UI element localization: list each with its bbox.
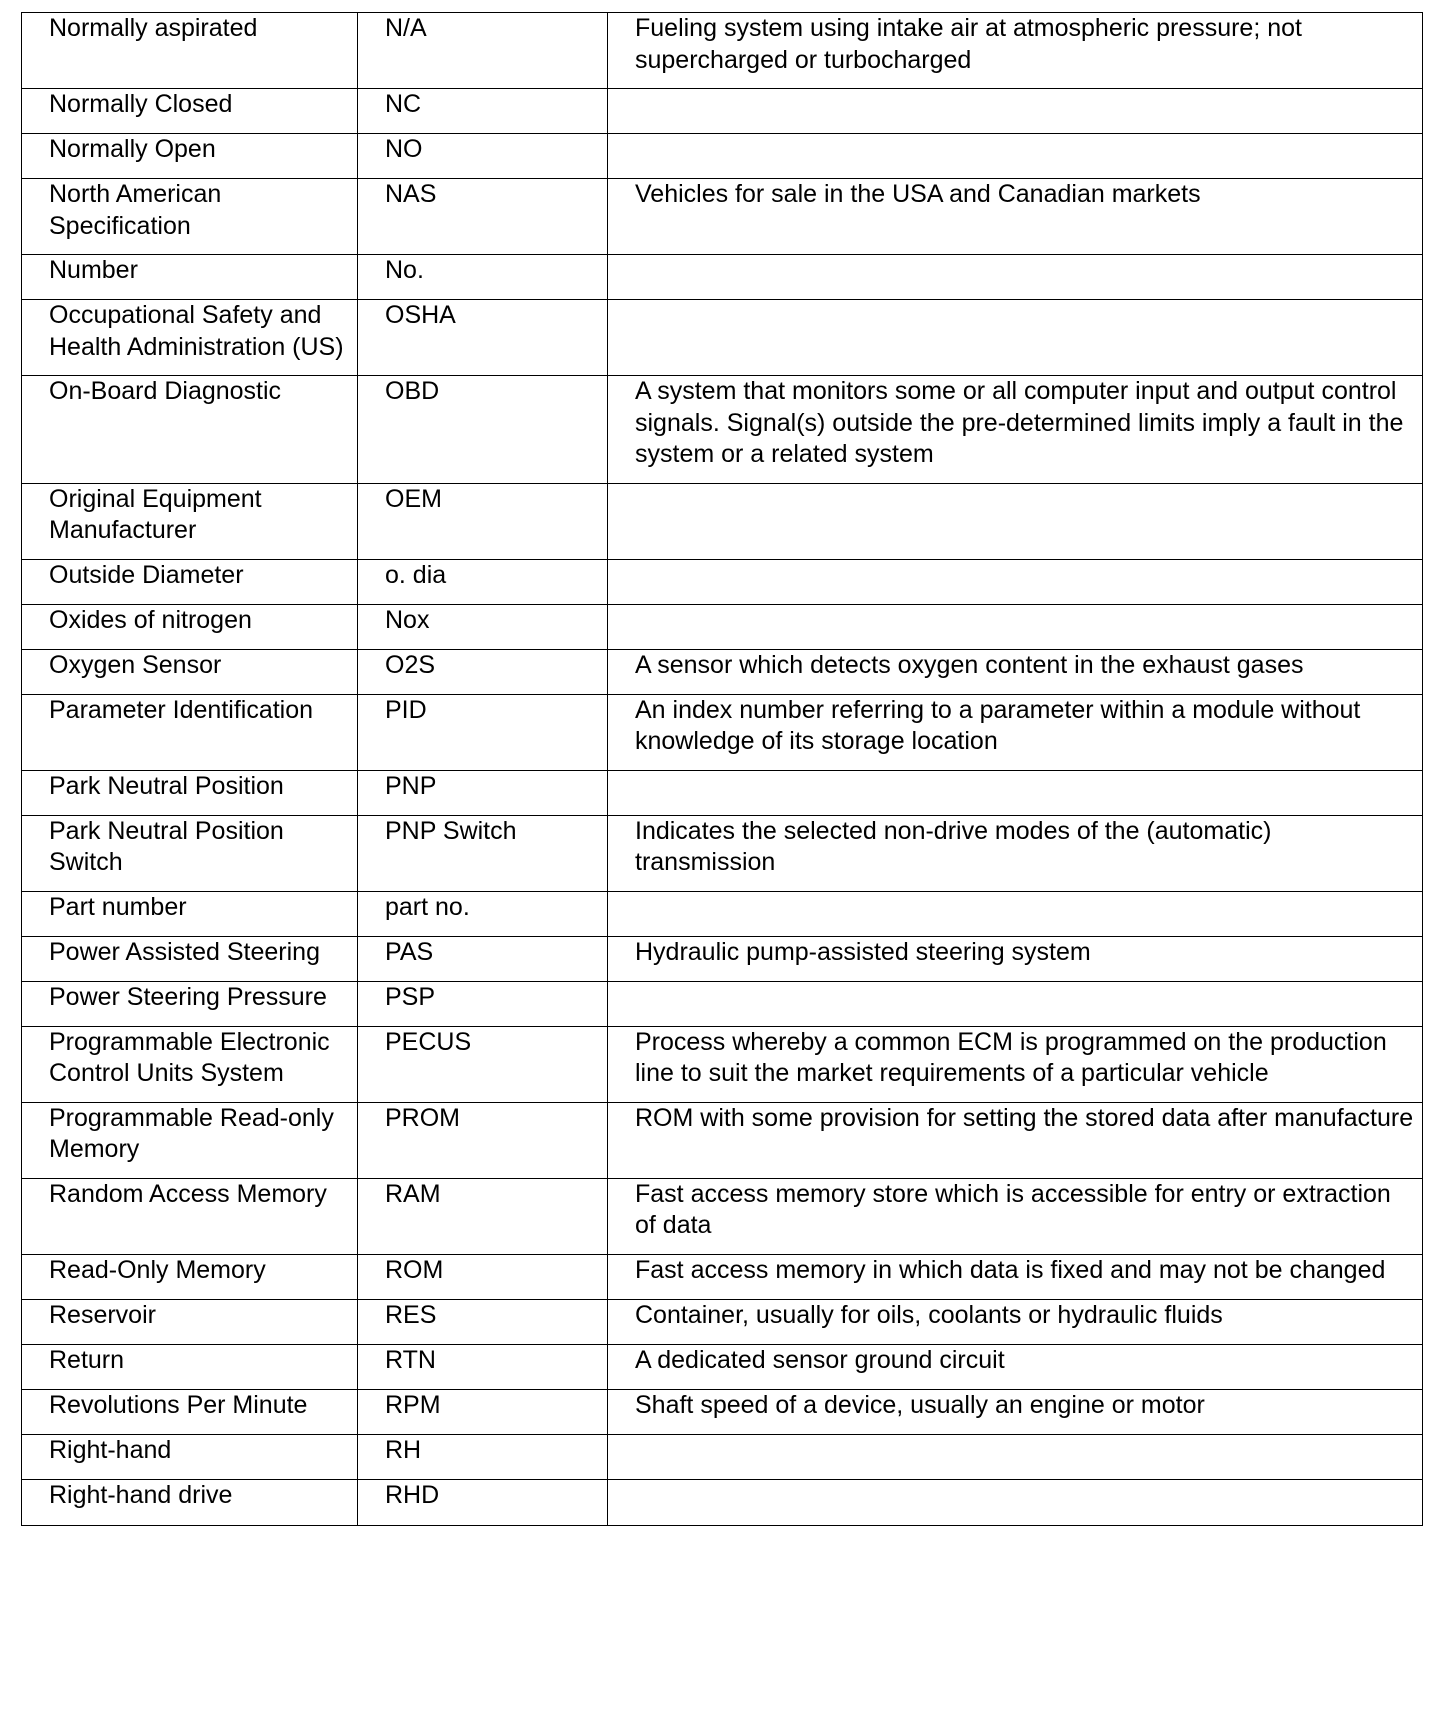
table-row xyxy=(22,891,1423,936)
table-row xyxy=(22,1479,1423,1526)
description-cell: Indicates the selected non-drive modes of the (automatic) transmission xyxy=(608,815,1423,891)
table-row xyxy=(22,770,1423,815)
table-row xyxy=(22,376,1423,484)
term-cell: Right-hand xyxy=(22,1434,358,1479)
term-cell: Outside Diameter xyxy=(22,559,358,604)
abbreviation-cell: N/A xyxy=(358,13,608,89)
abbreviation-cell: RPM xyxy=(358,1389,608,1434)
term-cell: Park Neutral Position xyxy=(22,770,358,815)
description-cell xyxy=(608,255,1423,300)
term-cell: North American Specification xyxy=(22,179,358,255)
term-cell: Revolutions Per Minute xyxy=(22,1389,358,1434)
description-cell xyxy=(608,1434,1423,1479)
abbreviation-cell: o. dia xyxy=(358,559,608,604)
abbreviations-table xyxy=(21,12,1423,1526)
description-cell: A system that monitors some or all computer input and output control signals. Signal(s) outside the pre-determined limits imply a fault in the system or a related system xyxy=(608,376,1423,484)
description-cell: Fast access memory in which data is fixed and may not be changed xyxy=(608,1254,1423,1299)
term-cell: Programmable Electronic Control Units System xyxy=(22,1026,358,1102)
description-cell: A sensor which detects oxygen content in the exhaust gases xyxy=(608,649,1423,694)
term-cell: Random Access Memory xyxy=(22,1178,358,1254)
term-cell: Normally Open xyxy=(22,134,358,179)
table-row xyxy=(22,13,1423,89)
term-cell: Park Neutral Position Switch xyxy=(22,815,358,891)
term-cell: Power Steering Pressure xyxy=(22,981,358,1026)
description-cell xyxy=(608,1479,1423,1526)
description-cell xyxy=(608,559,1423,604)
abbreviation-cell: No. xyxy=(358,255,608,300)
abbreviation-cell: OBD xyxy=(358,376,608,484)
table-row xyxy=(22,815,1423,891)
term-cell: Programmable Read-only Memory xyxy=(22,1102,358,1178)
abbreviation-cell: RTN xyxy=(358,1344,608,1389)
abbreviation-cell: ROM xyxy=(358,1254,608,1299)
table-row xyxy=(22,981,1423,1026)
term-cell: On-Board Diagnostic xyxy=(22,376,358,484)
abbreviation-cell: Nox xyxy=(358,604,608,649)
table-row xyxy=(22,89,1423,134)
abbreviation-cell: PROM xyxy=(358,1102,608,1178)
description-cell: Process whereby a common ECM is programmed on the production line to suit the market requirements of a particular vehicle xyxy=(608,1026,1423,1102)
description-cell xyxy=(608,891,1423,936)
abbreviation-cell: NC xyxy=(358,89,608,134)
description-cell: A dedicated sensor ground circuit xyxy=(608,1344,1423,1389)
abbreviation-cell: PID xyxy=(358,694,608,770)
term-cell: Normally Closed xyxy=(22,89,358,134)
term-cell: Oxygen Sensor xyxy=(22,649,358,694)
term-cell: Parameter Identification xyxy=(22,694,358,770)
term-cell: Power Assisted Steering xyxy=(22,936,358,981)
abbreviation-cell: OEM xyxy=(358,483,608,559)
table-row xyxy=(22,1434,1423,1479)
table-row xyxy=(22,936,1423,981)
table-row xyxy=(22,179,1423,255)
description-cell xyxy=(608,770,1423,815)
term-cell: Oxides of nitrogen xyxy=(22,604,358,649)
description-cell xyxy=(608,604,1423,649)
table-row xyxy=(22,1299,1423,1344)
table-row xyxy=(22,483,1423,559)
description-cell: An index number referring to a parameter within a module without knowledge of its storage location xyxy=(608,694,1423,770)
abbreviation-cell: RHD xyxy=(358,1479,608,1526)
abbreviation-cell: NAS xyxy=(358,179,608,255)
description-cell: Hydraulic pump-assisted steering system xyxy=(608,936,1423,981)
description-cell xyxy=(608,483,1423,559)
table-row xyxy=(22,1102,1423,1178)
term-cell: Original Equipment Manufacturer xyxy=(22,483,358,559)
table-body xyxy=(22,13,1423,1526)
table-row xyxy=(22,255,1423,300)
abbreviation-cell: PAS xyxy=(358,936,608,981)
description-cell: Fast access memory store which is accessible for entry or extraction of data xyxy=(608,1178,1423,1254)
term-cell: Return xyxy=(22,1344,358,1389)
abbreviation-cell: RH xyxy=(358,1434,608,1479)
abbreviation-cell: RAM xyxy=(358,1178,608,1254)
term-cell: Reservoir xyxy=(22,1299,358,1344)
abbreviation-cell: PECUS xyxy=(358,1026,608,1102)
table-row xyxy=(22,604,1423,649)
description-cell xyxy=(608,981,1423,1026)
abbreviation-cell: PNP Switch xyxy=(358,815,608,891)
table-row xyxy=(22,1026,1423,1102)
table-row xyxy=(22,1254,1423,1299)
description-cell xyxy=(608,300,1423,376)
table-row xyxy=(22,1344,1423,1389)
term-cell: Read-Only Memory xyxy=(22,1254,358,1299)
table-row xyxy=(22,559,1423,604)
table-row xyxy=(22,1389,1423,1434)
table-row xyxy=(22,694,1423,770)
description-cell: ROM with some provision for setting the stored data after manufacture xyxy=(608,1102,1423,1178)
abbreviation-cell: O2S xyxy=(358,649,608,694)
description-cell xyxy=(608,134,1423,179)
abbreviation-cell: PNP xyxy=(358,770,608,815)
table-row xyxy=(22,134,1423,179)
description-cell: Container, usually for oils, coolants or hydraulic fluids xyxy=(608,1299,1423,1344)
abbreviation-cell: OSHA xyxy=(358,300,608,376)
description-cell: Vehicles for sale in the USA and Canadian markets xyxy=(608,179,1423,255)
abbreviation-cell: NO xyxy=(358,134,608,179)
abbreviation-cell: PSP xyxy=(358,981,608,1026)
description-cell xyxy=(608,89,1423,134)
term-cell: Occupational Safety and Health Administration (US) xyxy=(22,300,358,376)
table-row xyxy=(22,300,1423,376)
term-cell: Right-hand drive xyxy=(22,1479,358,1526)
table-row xyxy=(22,649,1423,694)
description-cell: Shaft speed of a device, usually an engine or motor xyxy=(608,1389,1423,1434)
term-cell: Part number xyxy=(22,891,358,936)
description-cell: Fueling system using intake air at atmospheric pressure; not supercharged or turbocharged xyxy=(608,13,1423,89)
table-row xyxy=(22,1178,1423,1254)
term-cell: Normally aspirated xyxy=(22,13,358,89)
term-cell: Number xyxy=(22,255,358,300)
abbreviation-cell: part no. xyxy=(358,891,608,936)
abbreviation-cell: RES xyxy=(358,1299,608,1344)
